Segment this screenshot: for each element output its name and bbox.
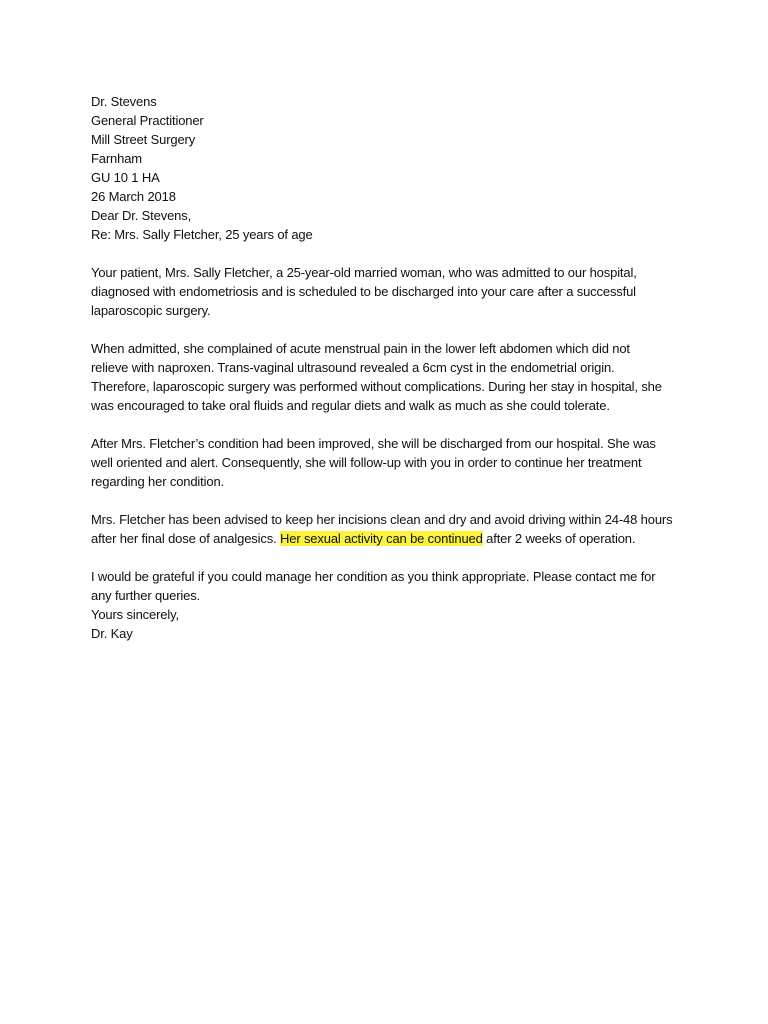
salutation: Dear Dr. Stevens, [91,208,192,223]
recipient-postcode: GU 10 1 HA [91,170,160,185]
paragraph-request [91,567,681,605]
recipient-address [91,92,681,187]
letter-date: 26 March 2018 [91,189,176,204]
closing: Yours sincerely, [91,607,179,622]
paragraph-line: relieve with naproxen. Trans-vaginal ultrasound revealed a 6cm cyst in the endometrial origin. [91,360,615,375]
paragraph-line: any further queries. [91,588,201,603]
subject-line: Re: Mrs. Sally Fletcher, 25 years of age [91,227,313,242]
paragraph-advice [91,510,681,548]
paragraph-line: Therefore, laparoscopic surgery was performed without complications. During her stay in hospital, she [91,379,662,394]
paragraph-line: Your patient, Mrs. Sally Fletcher, a 25-year-old married woman, who was admitted to our hospital, [91,265,637,280]
highlighted-text: Her sexual activity can be continued [280,531,483,546]
paragraph-line: I would be grateful if you could manage her condition as you think appropriate. Please contact me for [91,569,656,584]
paragraph-line: After Mrs. Fletcher’s condition had been improved, she will be discharged from our hospital. She was [91,436,656,451]
recipient-title: General Practitioner [91,113,204,128]
paragraph-discharge [91,434,681,491]
paragraph-line: well oriented and alert. Consequently, she will follow-up with you in order to continue her treatment [91,455,642,470]
paragraph-history [91,339,681,415]
signature: Dr. Kay [91,626,133,641]
paragraph-line: diagnosed with endometriosis and is scheduled to be discharged into your care after a successful [91,284,636,299]
advice-text: after her final dose of analgesics. [91,531,280,546]
paragraph-line: regarding her condition. [91,474,224,489]
paragraph-line: Mrs. Fletcher has been advised to keep her incisions clean and dry and avoid driving within 24-48 hours [91,512,673,527]
recipient-practice: Mill Street Surgery [91,132,196,147]
paragraph-line: was encouraged to take oral fluids and regular diets and walk as much as she could tolerate. [91,398,610,413]
recipient-name: Dr. Stevens [91,94,157,109]
advice-text: after 2 weeks of operation. [482,531,636,546]
paragraph-line: laparoscopic surgery. [91,303,211,318]
letter-body [91,92,681,643]
paragraph-line [91,529,681,548]
paragraph-admission [91,263,681,320]
recipient-town: Farnham [91,151,142,166]
paragraph-line: When admitted, she complained of acute menstrual pain in the lower left abdomen which did not [91,341,630,356]
